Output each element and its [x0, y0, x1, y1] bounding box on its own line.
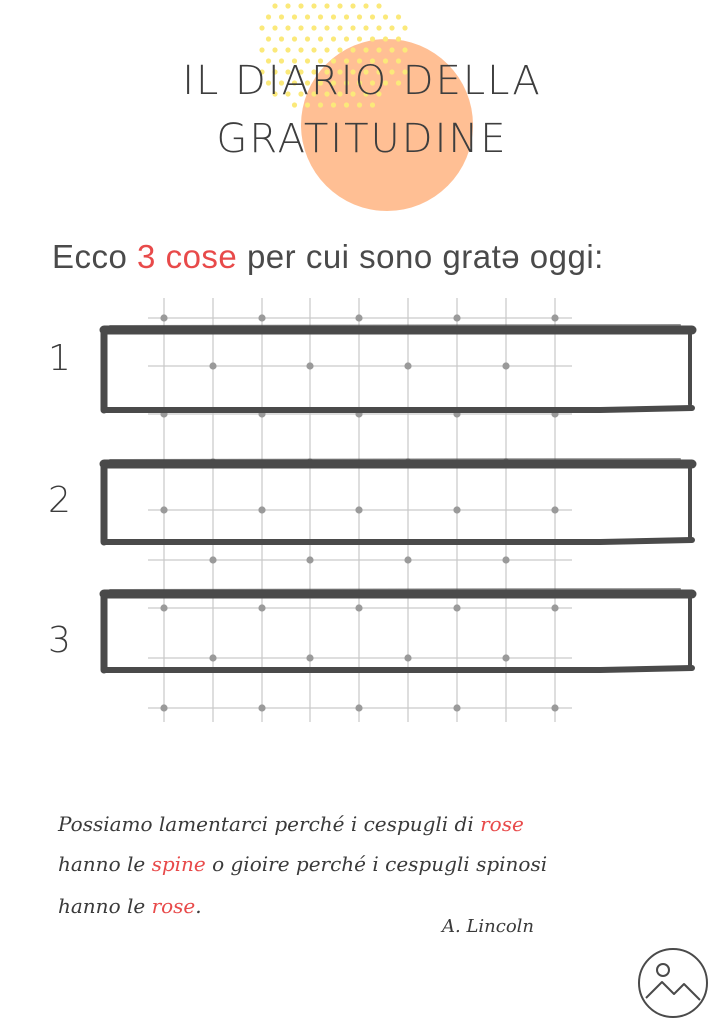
yellow-dot — [363, 3, 368, 8]
yellow-dot — [298, 25, 303, 30]
quote-text: . — [195, 894, 202, 918]
quote-text: hanno le — [58, 852, 152, 876]
yellow-dot — [318, 36, 323, 41]
yellow-dot — [266, 14, 271, 19]
grid-dot — [453, 410, 460, 417]
grid-dot — [453, 314, 460, 321]
yellow-dot — [279, 36, 284, 41]
grid-dot — [551, 410, 558, 417]
yellow-dot — [311, 47, 316, 52]
item-number-1: 1 — [48, 338, 71, 379]
yellow-dot — [376, 47, 381, 52]
grid-dot — [258, 704, 265, 711]
yellow-dot — [396, 36, 401, 41]
subtitle-end: per cui sono gratə oggi: — [237, 238, 604, 275]
item-number-3: 3 — [48, 620, 71, 661]
quote-line-3 — [58, 894, 202, 918]
subtitle-highlight: 3 cose — [137, 238, 238, 275]
yellow-dot — [272, 25, 277, 30]
yellow-dot — [292, 14, 297, 19]
quote-highlight-spine: spine — [151, 852, 206, 876]
yellow-dot — [311, 25, 316, 30]
quote-line-2 — [58, 852, 547, 876]
grid-dot — [502, 556, 509, 563]
yellow-dot — [370, 14, 375, 19]
grid-dot — [551, 704, 558, 711]
yellow-dot — [402, 47, 407, 52]
quote-text: Possiamo lamentarci perché i cespugli di — [58, 812, 481, 836]
yellow-dot — [285, 47, 290, 52]
yellow-dot — [285, 25, 290, 30]
yellow-dot — [305, 36, 310, 41]
yellow-dot — [357, 36, 362, 41]
yellow-dot — [337, 25, 342, 30]
grid-dot — [258, 314, 265, 321]
image-placeholder-icon — [636, 946, 710, 1020]
entry-field-3[interactable] — [110, 600, 686, 664]
entry-field-1[interactable] — [110, 336, 686, 404]
yellow-dot — [370, 36, 375, 41]
yellow-dot — [383, 36, 388, 41]
yellow-dot — [357, 14, 362, 19]
yellow-dot — [292, 36, 297, 41]
grid-dot — [209, 556, 216, 563]
grid-dot — [160, 410, 167, 417]
quote-line-1 — [58, 812, 524, 836]
yellow-dot — [318, 14, 323, 19]
grid-dot — [404, 556, 411, 563]
grid-dot — [209, 458, 216, 465]
yellow-dot — [259, 25, 264, 30]
yellow-dot — [298, 3, 303, 8]
yellow-dot — [376, 25, 381, 30]
yellow-dot — [259, 47, 264, 52]
yellow-dot — [272, 47, 277, 52]
quote-highlight-rose: rose — [151, 894, 196, 918]
yellow-dot — [350, 47, 355, 52]
yellow-dot — [363, 25, 368, 30]
yellow-dot — [331, 36, 336, 41]
item-number-2: 2 — [48, 480, 71, 521]
yellow-dot — [396, 14, 401, 19]
grid-dot — [355, 704, 362, 711]
grid-dot — [551, 314, 558, 321]
grid-dot — [306, 556, 313, 563]
grid-dot — [502, 458, 509, 465]
yellow-dot — [279, 14, 284, 19]
yellow-dot — [272, 3, 277, 8]
yellow-dot — [324, 3, 329, 8]
grid-dot — [355, 410, 362, 417]
grid-dot — [355, 314, 362, 321]
entry-field-2[interactable] — [110, 470, 686, 536]
yellow-dot — [389, 25, 394, 30]
yellow-dot — [331, 14, 336, 19]
grid-dot — [258, 410, 265, 417]
yellow-dot — [285, 3, 290, 8]
grid-dot — [404, 458, 411, 465]
quote-author: A. Lincoln — [442, 916, 535, 937]
grid-dot — [160, 314, 167, 321]
yellow-dot — [376, 3, 381, 8]
subtitle — [52, 238, 604, 276]
yellow-dot — [350, 3, 355, 8]
subtitle-start: Ecco — [52, 238, 138, 275]
yellow-dot — [383, 14, 388, 19]
yellow-dot — [298, 47, 303, 52]
yellow-dot — [324, 47, 329, 52]
yellow-dot — [363, 47, 368, 52]
yellow-dot — [337, 47, 342, 52]
grid-dot — [453, 704, 460, 711]
yellow-dot — [305, 14, 310, 19]
grid-dot — [160, 704, 167, 711]
yellow-dot — [311, 3, 316, 8]
yellow-dot — [350, 25, 355, 30]
yellow-dot — [324, 25, 329, 30]
grid-dot — [306, 458, 313, 465]
quote-text: o gioire perché i cespugli spinosi — [205, 852, 548, 876]
yellow-dot — [389, 47, 394, 52]
yellow-dot — [344, 14, 349, 19]
quote-highlight-rose: rose — [480, 812, 524, 836]
yellow-dot — [402, 25, 407, 30]
yellow-dot — [337, 3, 342, 8]
yellow-dot — [344, 36, 349, 41]
page-title-line-1: IL DIARIO DELLA — [182, 58, 542, 104]
quote-text: hanno le — [58, 894, 152, 918]
page-title-line-2: GRATITUDINE — [216, 116, 508, 162]
yellow-dot — [266, 36, 271, 41]
